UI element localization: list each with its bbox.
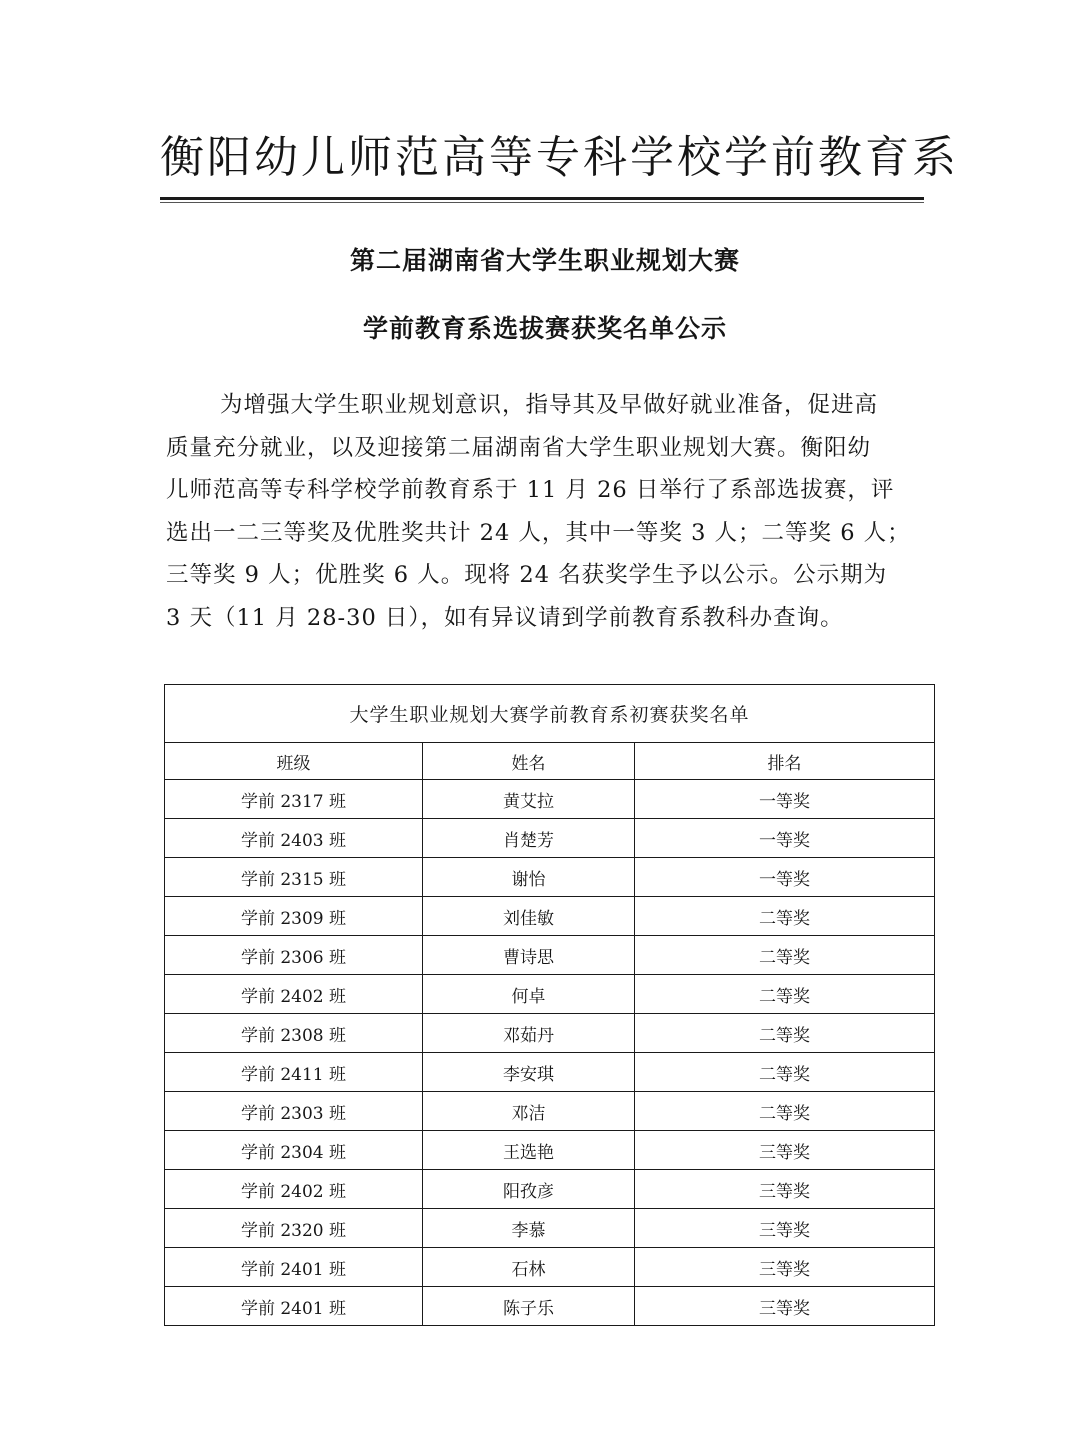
- cell-name: 王选艳: [423, 1131, 635, 1170]
- cell-rank: 二等奖: [635, 1053, 935, 1092]
- cell-name: 刘佳敏: [423, 897, 635, 936]
- cell-class: 学前 2411 班: [165, 1053, 423, 1092]
- body-line: 三等奖 9 人；优胜奖 6 人。现将 24 名获奖学生予以公示。公示期为: [166, 562, 888, 588]
- cell-class: 学前 2315 班: [165, 858, 423, 897]
- cell-rank: 三等奖: [635, 1287, 935, 1326]
- table-row: [165, 1053, 935, 1092]
- cell-class: 学前 2306 班: [165, 936, 423, 975]
- cell-rank: 一等奖: [635, 858, 935, 897]
- table-header-row: [165, 743, 935, 780]
- award-table: [164, 684, 935, 1326]
- body-line: 质量充分就业，以及迎接第二届湖南省大学生职业规划大赛。衡阳幼: [166, 434, 872, 461]
- cell-class: 学前 2308 班: [165, 1014, 423, 1053]
- body-line: 为增强大学生职业规划意识，指导其及早做好就业准备，促进高: [220, 392, 879, 418]
- cell-rank: 二等奖: [635, 1092, 935, 1131]
- column-header-class: 班级: [165, 743, 423, 780]
- column-header-name: 姓名: [423, 743, 635, 780]
- cell-class: 学前 2317 班: [165, 780, 423, 819]
- cell-name: 何卓: [423, 975, 635, 1014]
- cell-class: 学前 2320 班: [165, 1209, 423, 1248]
- table-row: [165, 1092, 935, 1131]
- cell-name: 邓茹丹: [423, 1014, 635, 1053]
- cell-name: 肖楚芳: [423, 819, 635, 858]
- cell-rank: 三等奖: [635, 1170, 935, 1209]
- cell-rank: 二等奖: [635, 975, 935, 1014]
- cell-rank: 二等奖: [635, 1014, 935, 1053]
- cell-class: 学前 2304 班: [165, 1131, 423, 1170]
- cell-class: 学前 2303 班: [165, 1092, 423, 1131]
- column-header-rank: 排名: [635, 743, 935, 780]
- cell-rank: 一等奖: [635, 780, 935, 819]
- cell-name: 李安琪: [423, 1053, 635, 1092]
- cell-name: 李慕: [423, 1209, 635, 1248]
- cell-name: 黄艾拉: [423, 780, 635, 819]
- cell-name: 石林: [423, 1248, 635, 1287]
- cell-class: 学前 2402 班: [165, 975, 423, 1014]
- header-rule-thin: [160, 202, 924, 203]
- cell-rank: 三等奖: [635, 1209, 935, 1248]
- table-row: [165, 819, 935, 858]
- cell-rank: 二等奖: [635, 936, 935, 975]
- cell-name: 曹诗思: [423, 936, 635, 975]
- table-row: [165, 858, 935, 897]
- notice-title-line-1: 第二届湖南省大学生职业规划大赛: [349, 246, 740, 275]
- cell-rank: 三等奖: [635, 1131, 935, 1170]
- cell-name: 阳孜彦: [423, 1170, 635, 1209]
- cell-rank: 三等奖: [635, 1248, 935, 1287]
- body-line: 儿师范高等专科学校学前教育系于 11 月 26 日举行了系部选拔赛，评: [166, 477, 895, 503]
- cell-name: 陈子乐: [423, 1287, 635, 1326]
- cell-name: 谢怡: [423, 858, 635, 897]
- notice-title-line-2: 学前教育系选拔赛获奖名单公示: [362, 314, 727, 343]
- institution-header: 衡阳幼儿师范高等专科学校学前教育系: [160, 132, 959, 183]
- cell-class: 学前 2401 班: [165, 1248, 423, 1287]
- table-row: [165, 1170, 935, 1209]
- cell-class: 学前 2401 班: [165, 1287, 423, 1326]
- table-row: [165, 780, 935, 819]
- cell-class: 学前 2402 班: [165, 1170, 423, 1209]
- body-line: 3 天（11 月 28-30 日），如有异议请到学前教育系教科办查询。: [166, 604, 844, 631]
- table-row: [165, 1131, 935, 1170]
- table-row: [165, 1248, 935, 1287]
- table-row: [165, 1014, 935, 1053]
- table-row: [165, 975, 935, 1014]
- cell-class: 学前 2309 班: [165, 897, 423, 936]
- table-row: [165, 936, 935, 975]
- table-row: [165, 1209, 935, 1248]
- body-line: 选出一二三等奖及优胜奖共计 24 人，其中一等奖 3 人；二等奖 6 人；: [166, 519, 911, 546]
- cell-rank: 一等奖: [635, 819, 935, 858]
- table-row: [165, 897, 935, 936]
- notice-body: [166, 384, 934, 639]
- table-caption: 大学生职业规划大赛学前教育系初赛获奖名单: [165, 685, 935, 743]
- header-rule: [160, 197, 924, 200]
- cell-name: 邓洁: [423, 1092, 635, 1131]
- cell-rank: 二等奖: [635, 897, 935, 936]
- table-row: [165, 1287, 935, 1326]
- cell-class: 学前 2403 班: [165, 819, 423, 858]
